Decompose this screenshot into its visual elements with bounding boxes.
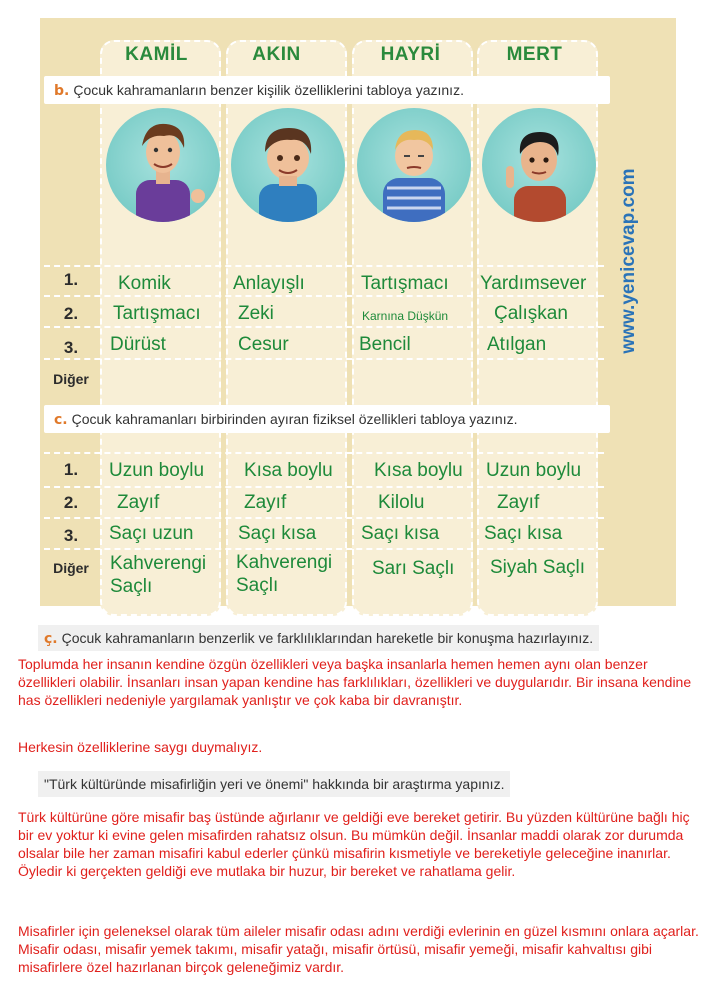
row-divider bbox=[44, 265, 604, 267]
header-kamil: KAMİL bbox=[125, 44, 188, 65]
cell: Tartışmacı bbox=[361, 273, 449, 294]
avatar-mert bbox=[482, 108, 596, 222]
cell: Karnına Düşkün bbox=[362, 309, 449, 323]
answer-paragraph: Herkesin özelliklerine saygı duymalıyız. bbox=[18, 739, 263, 755]
cell: Kilolu bbox=[378, 492, 425, 513]
cell: Bencil bbox=[359, 334, 411, 355]
header-hayri: HAYRİ bbox=[380, 44, 441, 65]
avatar-akin bbox=[231, 108, 345, 222]
row-label: 1. bbox=[63, 460, 79, 479]
header-akin: AKIN bbox=[252, 44, 301, 65]
header-mert: MERT bbox=[506, 44, 563, 65]
cell: Zayıf bbox=[497, 492, 540, 513]
avatar-kamil bbox=[106, 108, 220, 222]
section-cc-prompt bbox=[38, 625, 599, 651]
cell: Atılgan bbox=[487, 334, 547, 355]
row-label: 2. bbox=[63, 493, 79, 512]
cell: Saçı uzun bbox=[109, 523, 194, 544]
cell: Komik bbox=[118, 273, 171, 294]
section-cc-letter: ç. bbox=[44, 631, 58, 647]
research-prompt: "Türk kültüründe misafirliğin yeri ve önemi" hakkında bir araştırma yapınız. bbox=[38, 771, 510, 797]
watermark-label: www.yenicevap.com bbox=[618, 168, 639, 354]
cell: Zayıf bbox=[117, 492, 160, 513]
section-c-prompt bbox=[44, 405, 610, 433]
answer-paragraph: Türk kültürüne göre misafir baş üstünde ağırlanır ve geldiği eve bereket getirir. Bu yüzden kültürüne bağlı hiç bir ev yoktur ki evine gelen misafirden rahatsız olsun. Bu mümkün değil. İnsanlar maddi olarak zor durumda olsalar bile her zaman misafiri kabul ederler çünkü misafirin kısmetiyle ve bereketiyle geleceğine inanırlar. Öyledir ki gerçekten geldiği eve mutlaka bir huzur, bir bereket ve rahatlama gelir. bbox=[18, 809, 690, 879]
section-cc-text: Çocuk kahramanların benzerlik ve farklılıklarından hareketle bir konuşma hazırlayınız. bbox=[61, 630, 594, 646]
cell: Dürüst bbox=[110, 334, 166, 355]
cell: Zayıf bbox=[244, 492, 287, 513]
character-mert-icon bbox=[482, 108, 596, 222]
cell: Kahverengi Saçlı bbox=[110, 553, 207, 597]
cell: Cesur bbox=[238, 334, 289, 355]
row-label: Diğer bbox=[53, 371, 89, 387]
row-divider bbox=[44, 452, 604, 454]
cell: Yardımsever bbox=[480, 273, 587, 294]
cell: Kısa boylu bbox=[244, 460, 333, 481]
row-divider bbox=[44, 517, 604, 519]
character-kamil-icon bbox=[106, 108, 220, 222]
row-divider bbox=[44, 326, 604, 328]
row-divider bbox=[44, 548, 604, 550]
section-b-text: Çocuk kahramanların benzer kişilik özelliklerini tabloya yazınız. bbox=[73, 82, 464, 98]
cell: Siyah Saçlı bbox=[490, 557, 586, 578]
cell: Uzun boylu bbox=[486, 460, 582, 481]
answer-paragraph: Misafirler için geleneksel olarak tüm aileler misafir odası adını verdiği evlerinin en güzel kısmını onlara açarlar. Misafir odası, misafir yemek takımı, misafir yatağı, misafir örtüsü, misafir yemeği, misafir kahvaltısı gibi misafirlere özel hazırlanan birçok geleneğimiz vardır. bbox=[18, 923, 699, 975]
character-akin-icon bbox=[231, 108, 345, 222]
row-label: Diğer bbox=[53, 560, 89, 576]
row-label: 3. bbox=[63, 338, 79, 357]
watermark-text bbox=[612, 148, 656, 374]
character-hayri-icon bbox=[357, 108, 471, 222]
cell: Tartışmacı bbox=[113, 303, 201, 324]
row-divider bbox=[44, 358, 604, 360]
row-divider bbox=[44, 486, 604, 488]
cell: Saçı kısa bbox=[484, 523, 563, 544]
cell: Anlayışlı bbox=[233, 273, 305, 294]
cell: Kısa boylu bbox=[374, 460, 463, 481]
cell: Çalışkan bbox=[494, 303, 568, 324]
cell: Saçı kısa bbox=[238, 523, 317, 544]
section-b-prompt bbox=[44, 76, 610, 104]
avatar-hayri bbox=[357, 108, 471, 222]
cell: Kahverengi Saçlı bbox=[236, 552, 333, 596]
answer-paragraph: Toplumda her insanın kendine özgün özellikleri veya başka insanlarla hemen hemen aynı olan benzer özellikleri olabilir. İnsanları insan yapan kendine has farklılıkları, özellikleri ve duygularıdır. Bir insana kendine has özellikleri nedeniyle yargılamak yanlıştır ve çok kaba bir davranıştır. bbox=[18, 656, 692, 708]
section-c-text: Çocuk kahramanları birbirinden ayıran fiziksel özellikleri tabloya yazınız. bbox=[71, 411, 518, 427]
section-b-letter: b. bbox=[54, 83, 70, 99]
cell: Saçı kısa bbox=[361, 523, 440, 544]
row-label: 3. bbox=[63, 526, 79, 545]
cell: Sarı Saçlı bbox=[372, 558, 455, 579]
section-c-letter: c. bbox=[54, 412, 68, 428]
row-label: 1. bbox=[63, 270, 79, 289]
cell: Uzun boylu bbox=[109, 460, 205, 481]
row-label: 2. bbox=[63, 304, 79, 323]
row-divider bbox=[44, 295, 604, 297]
cell: Zeki bbox=[238, 303, 274, 324]
